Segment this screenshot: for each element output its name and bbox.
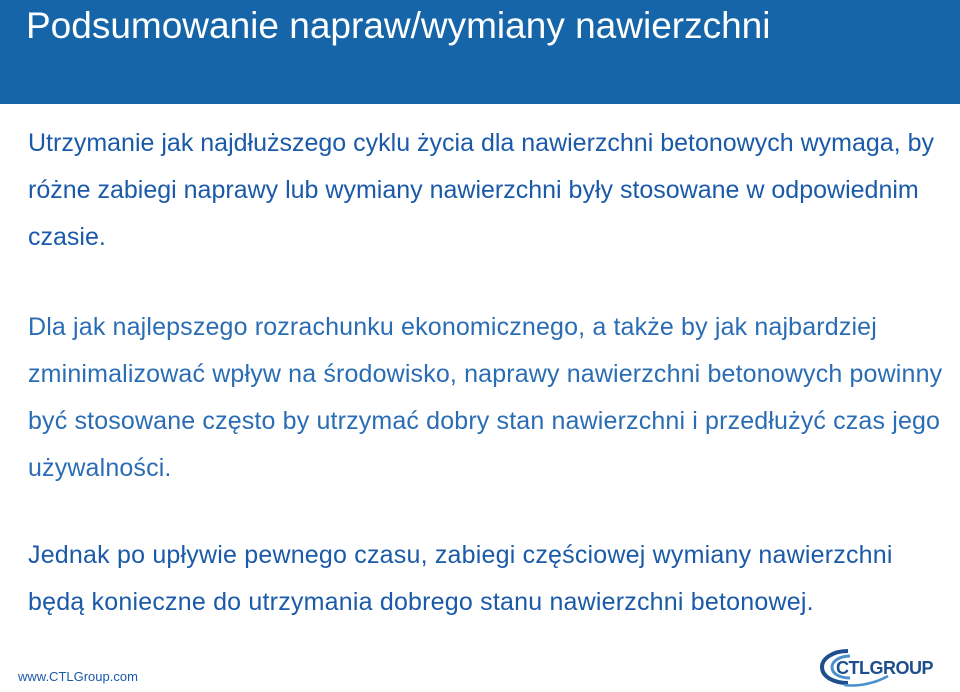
footer-url: www.CTLGroup.com [18,669,138,684]
paragraph-partial-replacement: Jednak po upływie pewnego czasu, zabiegi częściowej wymiany nawierzchni będą konieczne do utrzymania dobrego stanu nawierzchni betonowej. [28,541,893,616]
paragraph-lifecycle: Utrzymanie jak najdłuższego cyklu życia dla nawierzchni betonowych wymaga, by różne zabiegi naprawy lub wymiany nawierzchni były stosowane w odpowiednim czasie. [28,129,934,251]
logo-text: CTLGROUP [836,658,933,678]
slide-title: Podsumowanie napraw/wymiany nawierzchni [26,5,771,46]
ctlgroup-logo [818,643,948,689]
paragraph-economics: Dla jak najlepszego rozrachunku ekonomicznego, a także by jak najbardziej zminimalizować wpływ na środowisko, naprawy nawierzchni betonowych powinny być stosowane często by utrzymać dobry stan nawierzchni i przedłużyć czas jego używalności. [28,313,943,482]
title-bar [0,0,960,104]
